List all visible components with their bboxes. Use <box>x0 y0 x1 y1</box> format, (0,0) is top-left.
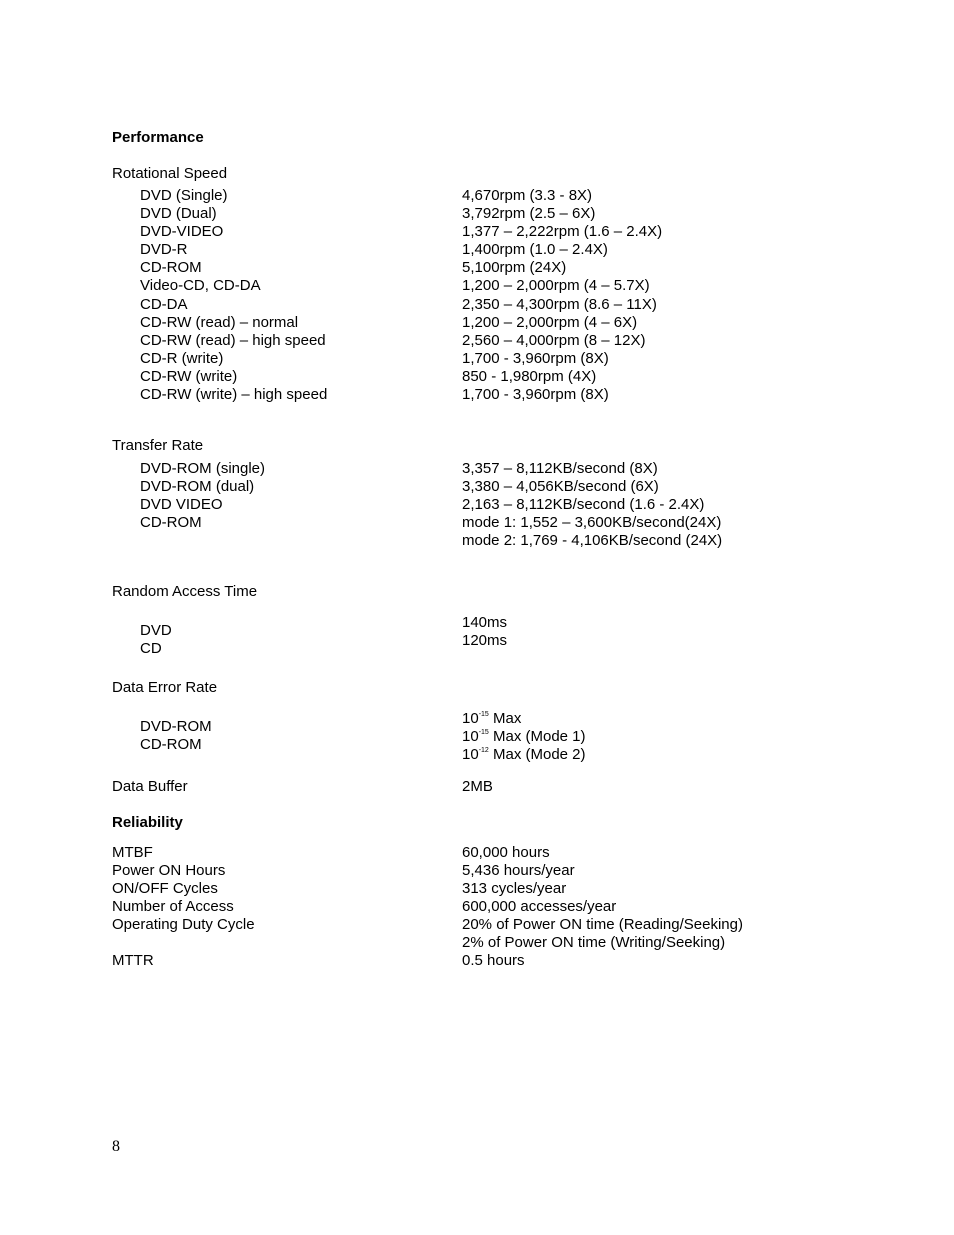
error-rate-label: CD-ROM <box>140 736 202 753</box>
rotational-value: 1,700 - 3,960rpm (8X) <box>462 350 609 367</box>
rotational-label: CD-RW (read) – high speed <box>140 332 326 349</box>
section-heading-performance: Performance <box>112 129 204 146</box>
rotational-speed-heading: Rotational Speed <box>112 165 228 182</box>
transfer-label: DVD-ROM (single) <box>140 460 266 477</box>
transfer-value: mode 2: 1,769 - 4,106KB/second (24X) <box>462 532 723 549</box>
rotational-label: CD-RW (write) – high speed <box>140 386 328 403</box>
rotational-value: 850 - 1,980rpm (4X) <box>462 368 597 385</box>
error-rate-exponent: -12 <box>478 747 489 754</box>
error-rate-exponent: -15 <box>478 729 489 736</box>
transfer-value: 2,163 – 8,112KB/second (1.6 - 2.4X) <box>462 496 705 513</box>
rotational-value: 1,377 – 2,222rpm (1.6 – 2.4X) <box>462 223 663 240</box>
rotational-value: 2,560 – 4,000rpm (8 – 12X) <box>462 332 646 349</box>
rotational-label: DVD-VIDEO <box>140 223 224 240</box>
data-buffer-label: Data Buffer <box>112 778 188 795</box>
rotational-label: CD-DA <box>140 296 188 313</box>
access-value: 120ms <box>462 632 508 649</box>
reliability-label: Power ON Hours <box>112 862 226 879</box>
transfer-label: DVD-ROM (dual) <box>140 478 255 495</box>
rotational-label: Video-CD, CD-DA <box>140 277 261 294</box>
rotational-label: CD-RW (read) – normal <box>140 314 299 331</box>
rotational-label: CD-R (write) <box>140 350 224 367</box>
reliability-label: Number of Access <box>112 898 234 915</box>
random-access-heading: Random Access Time <box>112 583 258 600</box>
access-value: 140ms <box>462 614 508 631</box>
reliability-value: 313 cycles/year <box>462 880 567 897</box>
rotational-value: 1,200 – 2,000rpm (4 – 6X) <box>462 314 638 331</box>
transfer-value: 3,357 – 8,112KB/second (8X) <box>462 460 658 477</box>
transfer-value: mode 1: 1,552 – 3,600KB/second(24X) <box>462 514 722 531</box>
error-rate-label: DVD-ROM <box>140 718 212 735</box>
reliability-label: MTBF <box>112 844 153 861</box>
rotational-label: CD-RW (write) <box>140 368 238 385</box>
access-label: DVD <box>140 622 172 639</box>
transfer-label: DVD VIDEO <box>140 496 223 513</box>
rotational-label: DVD-R <box>140 241 188 258</box>
data-buffer-value: 2MB <box>462 778 493 795</box>
rotational-value: 1,700 - 3,960rpm (8X) <box>462 386 609 403</box>
error-rate-value <box>462 710 521 728</box>
reliability-value: 2% of Power ON time (Writing/Seeking) <box>462 934 726 951</box>
rotational-value: 1,200 – 2,000rpm (4 – 5.7X) <box>462 277 650 294</box>
mttr-value: 0.5 hours <box>462 952 525 969</box>
error-rate-value <box>462 728 586 746</box>
error-rate-base: 10 <box>462 746 479 763</box>
rotational-value: 4,670rpm (3.3 - 8X) <box>462 187 593 204</box>
error-rate-suffix: Max (Mode 2) <box>488 746 586 763</box>
access-label: CD <box>140 640 162 657</box>
transfer-rate-heading: Transfer Rate <box>112 437 204 454</box>
rotational-value: 2,350 – 4,300rpm (8.6 – 11X) <box>462 296 657 313</box>
rotational-label: DVD (Single) <box>140 187 228 204</box>
reliability-label: ON/OFF Cycles <box>112 880 218 897</box>
reliability-label: Operating Duty Cycle <box>112 916 255 933</box>
error-rate-base: 10 <box>462 728 479 745</box>
section-heading-reliability: Reliability <box>112 814 183 831</box>
error-rate-suffix: Max <box>488 710 522 727</box>
error-rate-suffix: Max (Mode 1) <box>488 728 586 745</box>
reliability-value: 20% of Power ON time (Reading/Seeking) <box>462 916 743 933</box>
rotational-value: 5,100rpm (24X) <box>462 259 567 276</box>
transfer-value: 3,380 – 4,056KB/second (6X) <box>462 478 659 495</box>
rotational-label: DVD (Dual) <box>140 205 217 222</box>
rotational-label: CD-ROM <box>140 259 202 276</box>
rotational-value: 3,792rpm (2.5 – 6X) <box>462 205 596 222</box>
reliability-value: 600,000 accesses/year <box>462 898 617 915</box>
rotational-value: 1,400rpm (1.0 – 2.4X) <box>462 241 608 258</box>
page-number: 8 <box>112 1138 120 1155</box>
transfer-label: CD-ROM <box>140 514 202 531</box>
mttr-label: MTTR <box>112 952 154 969</box>
data-error-rate-heading: Data Error Rate <box>112 679 218 696</box>
error-rate-value <box>462 746 586 764</box>
reliability-value: 5,436 hours/year <box>462 862 575 879</box>
error-rate-base: 10 <box>462 710 479 727</box>
reliability-value: 60,000 hours <box>462 844 550 861</box>
error-rate-exponent: -15 <box>478 711 489 718</box>
